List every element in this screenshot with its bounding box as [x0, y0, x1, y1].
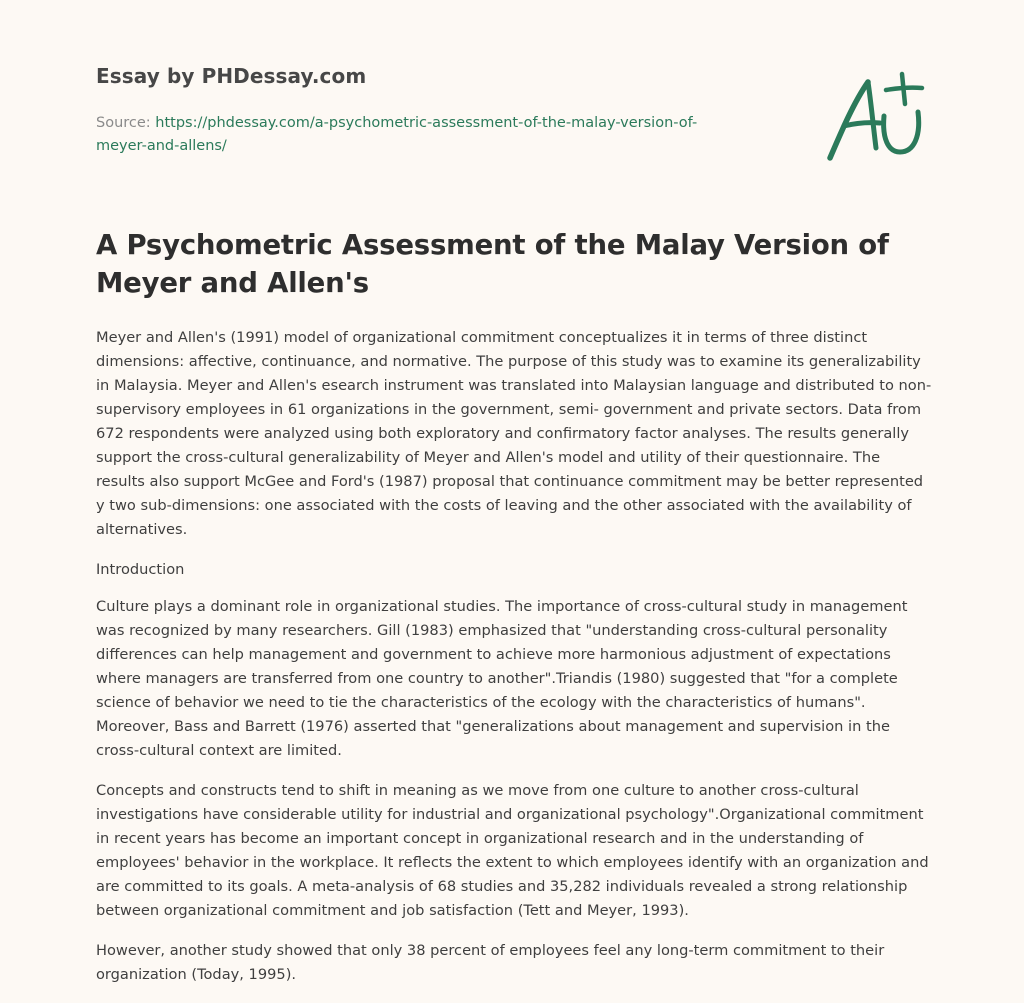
- essay-abstract-paragraph: Meyer and Allen's (1991) model of organizational commitment conceptualizes it in terms of three distinct dimensions: affective, continuance, and normative. The purpose of this study was to examine its generalizability in Malaysia. Meyer and Allen's esearch instrument was translated into Malaysian language and distributed to non-supervisory employees in 61 organizations in the government, semi- government and private sectors. Data from 672 respondents were analyzed using both exploratory and confirmatory factor analyses. The results generally support the cross-cultural generalizability of Meyer and Allen's model and utility of their questionnaire. The results also support McGee and Ford's (1987) proposal that continuance commitment may be better represented y two sub-dimensions: one associated with the costs of leaving and the other associated with the availability of alternatives.: [96, 329, 932, 538]
- source-link-line1: https://phdessay.com/a-psychometric-assessment-of-the-malay-version-of-: [155, 115, 698, 131]
- source-label: Source:: [96, 115, 156, 131]
- essay-body: [96, 326, 932, 1003]
- source-link[interactable]: [96, 115, 697, 154]
- source-link-line2: meyer-and-allens/: [96, 138, 227, 154]
- essay-paragraph: Culture plays a dominant role in organizational studies. The importance of cross-cultural study in management was recognized by many researchers. Gill (1983) emphasized that "understanding cross-cultural personality differences can help management and government to achieve more harmonious adjustment of expectations where managers are transferred from one country to another".Triandis (1980) suggested that "for a complete science of behavior we need to tie the characteristics of the ecology with the characteristics of humans". Moreover, Bass and Barrett (1976) asserted that "generalizations about management and supervision in the cross-cultural context are limited.: [96, 598, 908, 759]
- section-heading-introduction: Introduction: [96, 561, 185, 578]
- site-title: Essay by PHDessay.com: [96, 64, 367, 88]
- essay-paragraph: Concepts and constructs tend to shift in meaning as we move from one culture to another cross-cultural investigations have considerable utility for industrial and organizational psychology".Organizational commitment in recent years has become an important concept in organizational research and in the understanding of employees' behavior in the workplace. It reflects the extent to which employees identify with an organization and are committed to its goals. A meta-analysis of 68 studies and 35,282 individuals revealed a strong relationship between organizational commitment and job satisfaction (Tett and Meyer, 1993).: [96, 782, 929, 919]
- source-line: [96, 112, 756, 158]
- a-plus-grade-logo-icon: [824, 68, 928, 164]
- essay-paragraph: However, another study showed that only 38 percent of employees feel any long-term commitment to their organization (Today, 1995).: [96, 942, 885, 983]
- essay-title: A Psychometric Assessment of the Malay Version of Meyer and Allen's: [96, 229, 889, 299]
